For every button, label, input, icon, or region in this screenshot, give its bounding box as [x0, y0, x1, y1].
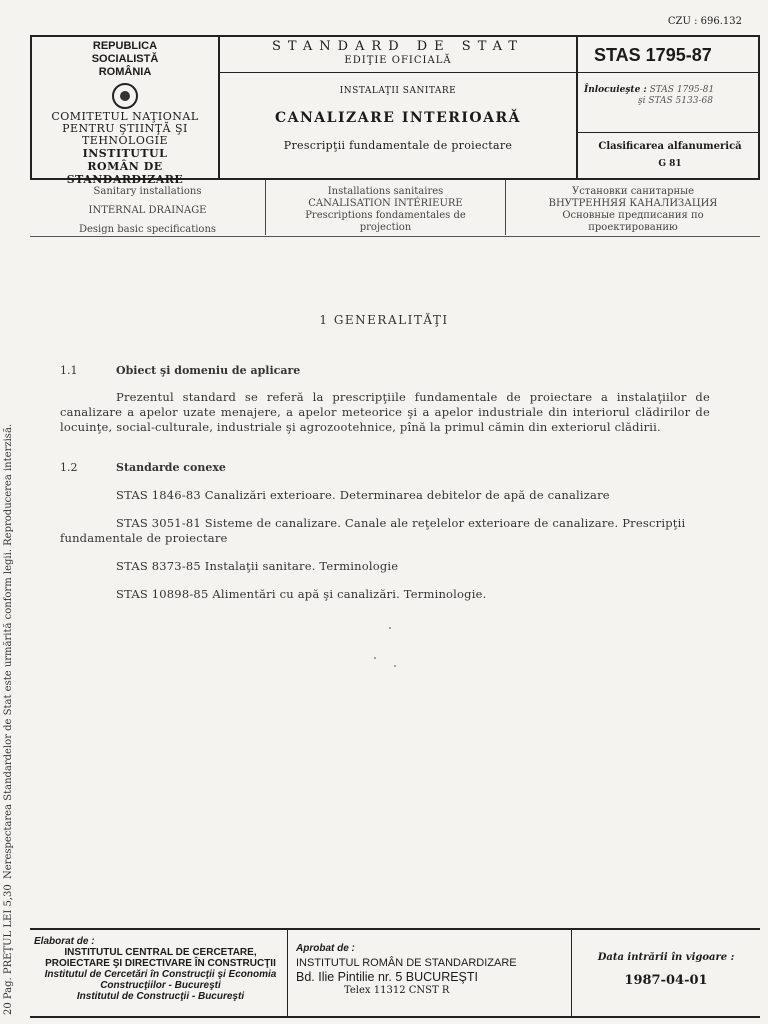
side-margin-text — [3, 424, 14, 1015]
classification-code: G 81 — [658, 159, 682, 169]
translation-line: Installations sanitaires — [327, 186, 444, 197]
translation-line: Sanitary installations — [93, 186, 202, 197]
clause-title: Standarde conexe — [116, 461, 226, 474]
stas-number: STAS 1795-87 — [578, 37, 758, 73]
standard-heading — [220, 37, 576, 73]
edition-label: EDIŢIE OFICIALĂ — [344, 55, 452, 66]
clause-number: 1.2 — [60, 461, 78, 474]
czu-code: CZU : 696.132 — [667, 16, 742, 27]
developed-label: Elaborat de : — [34, 936, 95, 947]
translation-french — [266, 180, 506, 235]
reference-item: STAS 10898-85 Alimentări cu apă şi canalizări. Terminologie. — [116, 587, 487, 601]
developed-institute: INSTITUTUL CENTRAL DE CERCETARE, PROIECTARE ŞI DIRECTIVARE ÎN CONSTRUCŢII — [45, 947, 276, 969]
footer-table — [30, 928, 760, 1018]
legal-notice: Nerespectarea Standardelor de Stat este urmărită conform legii. Reproducerea interzisă. — [3, 423, 14, 879]
reference-item: STAS 1846-83 Canalizări exterioare. Determinarea debitelor de apă de canalizare — [116, 488, 610, 502]
replaces-first: STAS 1795-81 — [649, 85, 715, 95]
issuer-block — [32, 37, 220, 186]
clause-heading — [60, 461, 226, 474]
document-subtitle: Prescripţii fundamentale de proiectare — [283, 139, 513, 152]
republic-name: REPUBLICA SOCIALISTĂ ROMÂNIA — [91, 40, 159, 78]
approved-by-block — [288, 930, 572, 1016]
scan-speck — [374, 657, 376, 659]
translation-line: Основные предписания по — [562, 210, 704, 221]
translation-english — [30, 180, 266, 235]
approved-telex: Telex 11312 CNST R — [344, 985, 450, 996]
document-title: CANALIZARE INTERIOARĂ — [275, 110, 521, 126]
translation-line: Установки санитарные — [571, 186, 695, 197]
translation-russian — [506, 180, 760, 235]
scan-speck — [394, 665, 396, 667]
price-label: 20 Pag. PREŢUL LEI 5,30 — [3, 884, 14, 1015]
effective-date-block — [572, 930, 760, 1016]
effective-label: Data intrării în vigoare : — [597, 952, 735, 963]
translation-line: INTERNAL DRAINAGE — [88, 205, 207, 216]
translation-line: projection — [359, 222, 412, 233]
approved-institute: INSTITUTUL ROMÂN DE STANDARDIZARE — [296, 957, 517, 969]
translation-line: Prescriptions fondamentales de — [305, 210, 466, 221]
developed-subinstitute: Institutul de Cercetări în Construcţii şi Economia Construcţiilor - Bucureşti — [44, 969, 277, 991]
stas-block — [578, 37, 758, 178]
translation-line: ВНУТРЕННЯЯ КАНАЛИЗАЦИЯ — [548, 198, 718, 209]
translation-line: Design basic specifications — [78, 224, 217, 235]
effective-date: 1987-04-01 — [624, 973, 708, 988]
developed-subinstitute: Institutul de Construcţii - Bucureşti — [76, 991, 245, 1002]
replaces-second: şi STAS 5133-68 — [638, 96, 713, 106]
reference-item: STAS 3051-81 Sisteme de canalizare. Canale ale reţelelor exterioare de canalizare. Prescripţii fundamentale de proiectare — [60, 516, 686, 545]
title-block — [220, 37, 578, 178]
replaces-label: Înlocuieşte : — [584, 85, 647, 95]
clause-title: Obiect şi domeniu de aplicare — [116, 364, 301, 377]
committee-name: COMITETUL NAŢIONAL PENTRU ŞTIINŢĂ ŞI TEHNOLOGIE — [51, 110, 199, 147]
clause-number: 1.1 — [60, 364, 78, 377]
standard-title: STANDARD DE STAT — [271, 39, 525, 54]
category-label: INSTALAŢII SANITARE — [339, 86, 457, 96]
translations-row — [30, 180, 760, 237]
classification-label: Clasificarea alfanumerică — [598, 141, 742, 152]
clause-heading — [60, 364, 300, 377]
approved-label: Aprobat de : — [296, 943, 355, 954]
coat-of-arms-icon — [112, 83, 138, 109]
institute-name: INSTITUTUL ROMÂN DE STANDARDIZARE — [66, 147, 184, 186]
reference-item: STAS 8373-85 Instalaţii sanitare. Terminologie — [116, 559, 399, 573]
section-title: 1 GENERALITĂŢI — [319, 313, 449, 327]
header-table — [30, 35, 760, 186]
developed-by-block — [30, 930, 288, 1016]
clause-paragraph: Prezentul standard se referă la prescripţiile fundamentale de proiectare a instalaţiilor de canalizare a apelor uzate menajere, a apelor meteorice şi a apelor industriale din interiorul clădirilor de locuinţe, social-culturale, industriale şi agrozootehnice, pînă la primul cămin din exteriorul clădirii. — [60, 390, 710, 434]
scan-speck — [389, 627, 391, 629]
translation-line: CANALISATION INTÉRIEURE — [308, 198, 463, 209]
replaces-block — [578, 73, 758, 133]
classification-block — [578, 133, 758, 169]
translation-line: проектированию — [588, 222, 678, 233]
approved-address: Bd. Ilie Pintilie nr. 5 BUCUREŞTI — [296, 970, 479, 984]
